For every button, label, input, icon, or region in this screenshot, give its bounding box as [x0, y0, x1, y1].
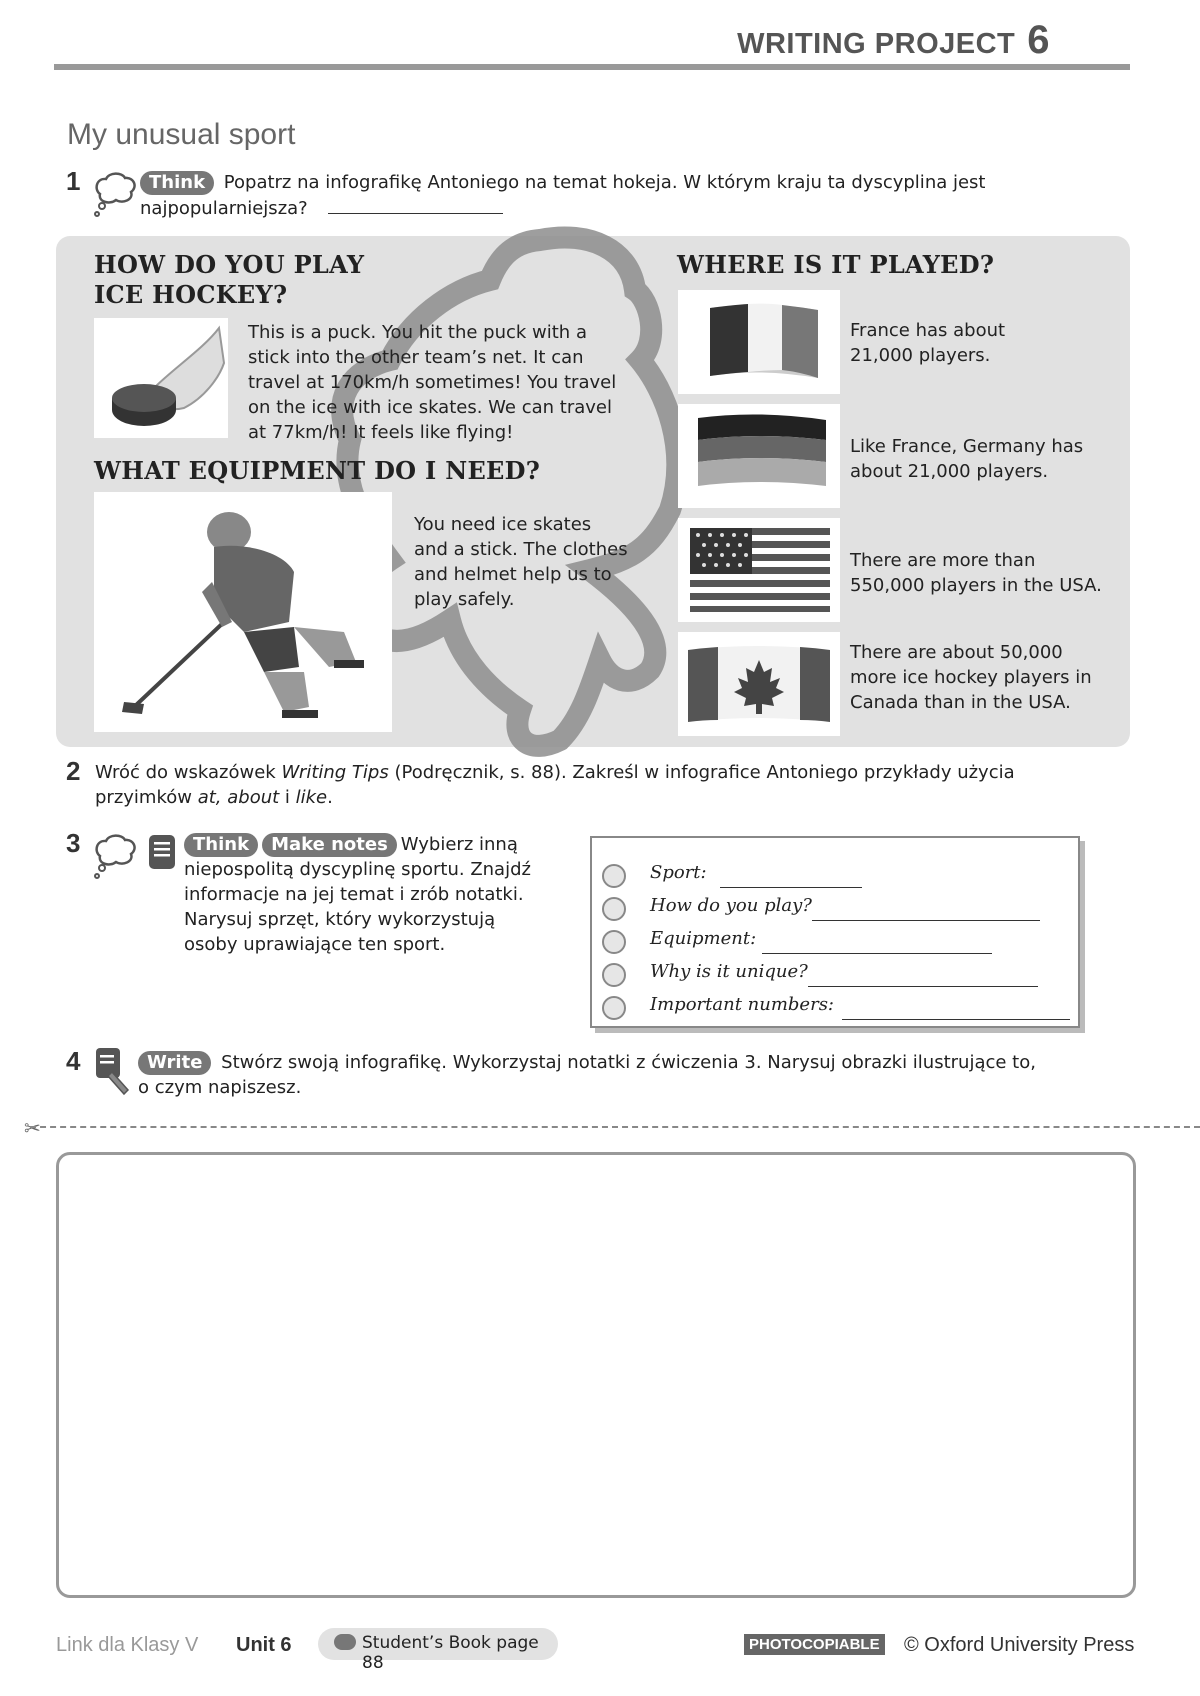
how-heading [94, 250, 364, 310]
answer-blank[interactable] [328, 195, 503, 214]
germany-text-line: about 21,000 players. [850, 461, 1049, 482]
exercise-2-text: przyimków [95, 787, 198, 808]
exercise-1-text-2: najpopularniejsza? [140, 198, 308, 219]
equipment-text [414, 512, 654, 612]
exercise-4-number: 4 [66, 1046, 81, 1076]
pencil-write-icon [94, 1046, 134, 1096]
equipment-text-line: and a stick. The clothes [414, 539, 628, 560]
exercise-4-text: Stwórz swoją infografikę. Wykorzystaj notatki z ćwiczenia 3. Narysuj obrazki ilustrujące to, [221, 1052, 1036, 1073]
note-row-how [602, 895, 1072, 925]
scissors-icon: ✂ [24, 1116, 41, 1140]
make-notes-pill: Make notes [262, 833, 397, 857]
unit-label: Unit 6 [236, 1634, 292, 1656]
equipment-text-line: and helmet help us to [414, 564, 612, 585]
infographic-drawing-area[interactable] [56, 1152, 1136, 1598]
exercise-1-number: 1 [66, 166, 81, 196]
hockey-player-image [94, 492, 392, 732]
where-heading: WHERE IS IT PLAYED? [677, 250, 995, 279]
bullet-icon [602, 963, 626, 987]
exercise-3-text: niepospolitą dyscyplinę sportu. Znajdź [184, 859, 531, 880]
how-heading-line-1: HOW DO YOU PLAY [94, 250, 365, 279]
think-pill: Think [140, 171, 214, 195]
cut-line [30, 1126, 1200, 1128]
exercise-3-text: informacje na jej temat i zrób notatki. [184, 884, 524, 905]
usa-flag [678, 518, 840, 622]
exercise-2-text: (Podręcznik, s. 88). Zakreśl w infografice Antoniego przykłady użycia [388, 762, 1015, 783]
note-label: Important numbers: [650, 994, 834, 1015]
exercise-4-text: o czym napiszesz. [138, 1077, 302, 1098]
how-field[interactable] [812, 920, 1040, 921]
equipment-heading: WHAT EQUIPMENT DO I NEED? [94, 456, 541, 485]
exercise-1-instruction [140, 170, 1060, 221]
publisher: © Oxford University Press [904, 1634, 1135, 1656]
preposition-text: at, about [197, 787, 280, 808]
note-row-numbers [602, 994, 1072, 1024]
how-text-line: travel at 170km/h sometimes! You travel [248, 372, 617, 393]
bullet-icon [602, 930, 626, 954]
writing-tips-text: Writing Tips [281, 762, 389, 783]
bullet-icon [602, 897, 626, 921]
think-bubble-icon [92, 170, 138, 220]
note-row-equipment [602, 928, 1072, 958]
notes-box [590, 836, 1080, 1028]
exercise-2-text: . [327, 787, 333, 808]
exercise-1-text-1: Popatrz na infografikę Antoniego na temat hokeja. W którym kraju ta dyscyplina jest [223, 172, 986, 193]
book-reference: Student’s Book page 88 [362, 1633, 539, 1673]
note-row-unique [602, 961, 1072, 991]
exercise-2-text: i [279, 787, 296, 808]
exercise-2-instruction [95, 760, 1135, 810]
exercise-2-text: Wróć do wskazówek [95, 762, 282, 783]
think-pill: Think [184, 833, 258, 857]
page-title: My unusual sport [67, 118, 296, 151]
bullet-icon [602, 996, 626, 1020]
how-text [248, 320, 648, 445]
write-pill: Write [138, 1051, 211, 1075]
note-label: Equipment: [650, 928, 757, 949]
france-flag [678, 290, 840, 394]
france-text-line: 21,000 players. [850, 345, 991, 366]
equipment-text-line: You need ice skates [414, 514, 592, 535]
header-title-text: WRITING PROJECT [737, 28, 1016, 60]
canada-text-line: There are about 50,000 [850, 642, 1063, 663]
note-label: Sport: [650, 862, 707, 883]
note-label: Why is it unique? [650, 961, 808, 982]
course-name: Link dla Klasy V [56, 1634, 199, 1656]
usa-text [850, 548, 1102, 598]
how-text-line: on the ice with ice skates. We can travel [248, 397, 612, 418]
book-icon [334, 1634, 356, 1650]
france-text [850, 318, 1005, 368]
exercise-3-instruction [184, 832, 584, 957]
germany-text-line: Like France, Germany has [850, 436, 1084, 457]
notepad-icon [146, 832, 178, 872]
usa-text-line: There are more than [850, 550, 1036, 571]
header-title [737, 18, 1050, 63]
unit-number: 6 [1027, 18, 1050, 62]
germany-text [850, 434, 1083, 484]
equipment-text-line: play safely. [414, 589, 515, 610]
how-text-line: at 77km/h! It feels like flying! [248, 422, 514, 443]
bullet-icon [602, 864, 626, 888]
note-label: How do you play? [650, 895, 812, 916]
numbers-field[interactable] [842, 1019, 1070, 1020]
canada-text-line: Canada than in the USA. [850, 692, 1071, 713]
how-heading-line-2: ICE HOCKEY? [94, 280, 288, 309]
germany-flag [678, 404, 840, 508]
exercise-3-text: osoby uprawiające ten sport. [184, 934, 446, 955]
photocopiable-badge: PHOTOCOPIABLE [744, 1634, 885, 1655]
puck-image [94, 318, 228, 438]
usa-text-line: 550,000 players in the USA. [850, 575, 1102, 596]
exercise-3-text: Wybierz inną [400, 834, 518, 855]
exercise-4-instruction [138, 1050, 1138, 1100]
how-text-line: This is a puck. You hit the puck with a [248, 322, 587, 343]
exercise-3-text: Narysuj sprzęt, który wykorzystują [184, 909, 496, 930]
header-divider [54, 64, 1130, 70]
note-row-sport [602, 862, 1072, 892]
unique-field[interactable] [808, 986, 1038, 987]
sport-field[interactable] [720, 887, 862, 888]
exercise-2-number: 2 [66, 756, 81, 786]
think-bubble-icon [92, 832, 138, 882]
canada-text-line: more ice hockey players in [850, 667, 1092, 688]
exercise-3-number: 3 [66, 828, 81, 858]
france-text-line: France has about [850, 320, 1006, 341]
preposition-text: like [295, 787, 328, 808]
canada-flag [678, 632, 840, 736]
book-reference-badge [318, 1628, 558, 1673]
equipment-field[interactable] [762, 953, 992, 954]
canada-text [850, 640, 1092, 715]
how-text-line: stick into the other team’s net. It can [248, 347, 584, 368]
